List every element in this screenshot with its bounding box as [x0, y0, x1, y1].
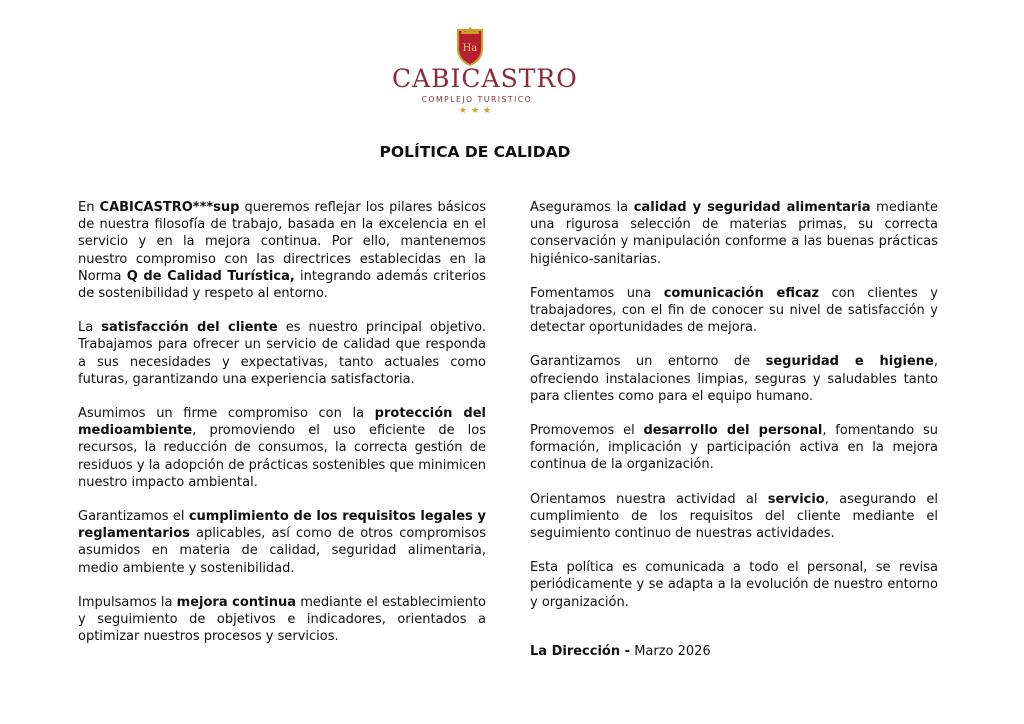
logo-subtitle: COMPLEJO TURISTICO	[421, 95, 533, 104]
shield-emblem-icon	[452, 26, 488, 66]
paragraph-legal-requirements: Garantizamos el cumplimiento de los requisitos legales y reglamentarios aplicables, así como de otros compromisos asumidos en materia de calidad, seguridad alimentaria, medio ambiente y sostenibilidad.	[78, 509, 486, 576]
paragraph-service: Orientamos nuestra actividad al servicio, asegurando el cumplimiento de los requisitos del cliente mediante el seguimiento continuo de nuestras actividades.	[530, 491, 938, 542]
paragraph-policy-review: Esta política es comunicada a todo el personal, se revisa periódicamente y se adapta a la evolución de nuestro entorno y organización.	[530, 560, 938, 610]
signature	[530, 643, 711, 660]
paragraph-environment: Asumimos un firme compromiso con la protección del medioambiente, promoviendo el uso eficiente de los recursos, la reducción de consumos, la correcta gestión de residuos y la adopción de prácticas sostenibles que minimicen nuestro impacto ambiental.	[78, 406, 486, 490]
company-logo	[392, 26, 578, 116]
page-title: POLÍTICA DE CALIDAD	[379, 143, 571, 161]
signature-author: La Dirección -	[530, 644, 631, 659]
paragraph-safety-hygiene: Garantizamos un entorno de seguridad e higiene, ofreciendo instalaciones limpias, seguras y saludables tanto para clientes como para el equipo humano.	[530, 354, 938, 404]
paragraph-communication: Fomentamos una comunicación eficaz con clientes y trabajadores, con el fin de conocer su nivel de satisfacción y detectar oportunidades de mejora.	[530, 285, 938, 336]
paragraph-continuous-improvement: Impulsamos la mejora continua mediante el establecimiento y seguimiento de objetivos e indicadores, orientados a optimizar nuestros procesos y servicios.	[78, 594, 486, 645]
emblem-letters: Ha	[462, 43, 478, 54]
paragraph-food-safety: Aseguramos la calidad y seguridad alimentaria mediante una rigurosa selección de materias primas, su correcta conservación y manipulación conforme a las buenas prácticas higiénico-sanitarias.	[530, 200, 939, 267]
logo-stars: ★★★	[458, 106, 496, 116]
signature-date: Marzo 2026	[634, 644, 711, 659]
paragraph-staff-development: Promovemos el desarrollo del personal, fomentando su formación, implicación y participación activa en la mejora continua de la organización.	[530, 423, 938, 473]
right-column	[530, 199, 938, 628]
left-column	[78, 199, 486, 662]
paragraph-customer-satisfaction: La satisfacción del cliente es nuestro principal objetivo. Trabajamos para ofrecer un servicio de calidad que responda a sus necesidades y expectativas, tanto actuales como futuras, garantizando una experiencia satisfactoria.	[78, 320, 486, 387]
paragraph-quality-norm: En CABICASTRO***sup queremos reflejar los pilares básicos de nuestra filosofía de trabajo, basada en la excelencia en el servicio y en la mejora continua. Por ello, mantenemos nuestro compromiso con las directrices establecidas en la Norma Q de Calidad Turística, integrando además criterios de sostenibilidad y respeto al entorno.	[78, 200, 487, 302]
logo-name: CABICASTRO	[392, 64, 578, 93]
